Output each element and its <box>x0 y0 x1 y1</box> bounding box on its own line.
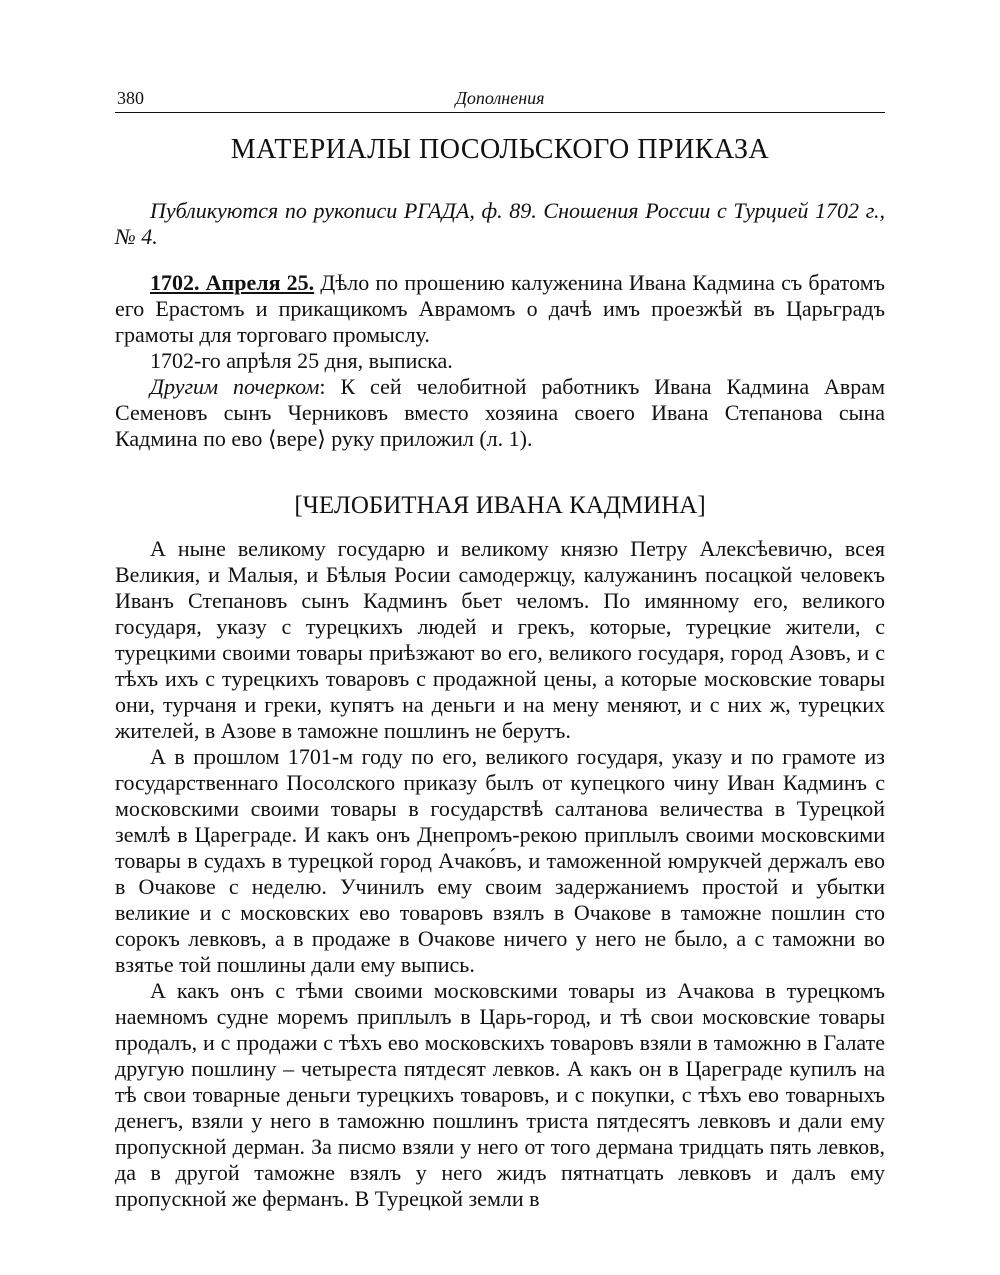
hand-label: Другим почерком <box>150 374 320 399</box>
petition-paragraph-1: А ныне великому государю и великому князю Петру Алексѣевичю, всея Великия, и Малыя, и Бѣлыя Росии самодержцу, калужанинъ посацкой человекъ Иванъ Степановъ сынъ Кадминъ бьет челомъ. По имянному его, великого государя, указу с турецкихъ людей и грекъ, которые, турецкие жители, с турецкими своими товары приѣзжают во его, великого государя, город Азовъ, и с тѣхъ ихъ с турецкихъ товаровъ с продажной цены, а которые московские товары они, турчаня и греки, купятъ на деньги и на мену меняют, и с них ж, турецких жителей, в Азове в таможне пошлинъ не берутъ. <box>115 536 885 743</box>
hand-text: : К сей челобитной работникъ Ивана Кадмина Аврам Семеновъ сынъ Черниковъ вместо хозяина своего Ивана Степанова сына Кадмина по ево ⟨вере⟩ руку приложил (л. 1). <box>115 374 885 451</box>
petition-paragraph-2: А в прошлом 1701-м году по его, великого государя, указу и по грамоте из государственнаго Посолского приказу былъ от купецкого чину Иван Кадминъ с московскими своими товары в государствѣ салтанова величества в Турецкой землѣ в Цареграде. И какъ онъ Днепромъ-рекою приплылъ своими московскими товары в судахъ в турецкой город Ачако́въ, и таможенной юмрукчей держалъ ево в Очакове с неделю. Учинилъ ему своим задержаниемъ простой и убытки великие и с московских ево товаровъ взялъ в Очакове в таможне пошлин сто сорокъ левковъ, а в продаже в Очакове ничего у него не было, а с таможни во взятье той пошлины дали ему выпись. <box>115 744 885 977</box>
hand-note-paragraph <box>115 374 885 452</box>
petition-paragraph-3: А какъ онъ с тѣми своими московскими товары из Ачакова в турецкомъ наемномъ судне моремъ приплылъ в Царь-город, и тѣ свои московские товары продалъ, и с продажи с тѣхъ ево московскихъ товаровъ взяли в таможню в Галате другую пошлину – четыреста пятдесят левков. А какъ он в Цареграде купилъ на тѣ свои товарные деньги турецкихъ товаровъ, и с покупки, с тѣхъ ево товарныхъ денегъ, взяли у него в таможню пошлинъ триста пятдесятъ левковъ и дали ему пропускной дерман. За писмо взяли у него от того дермана тридцать пять левков, да в другой таможне взялъ у него жидъ пятнатцать левковъ и далъ ему пропускной же ферманъ. В Турецкой земли в <box>115 978 885 1211</box>
extract-line: 1702-го апрѣля 25 дня, выписка. <box>150 348 453 373</box>
petition-title: [ЧЕЛОБИТНАЯ ИВАНА КАДМИНА] <box>294 492 706 519</box>
page-number: 380 <box>117 88 144 108</box>
section-title: Дополнения <box>455 88 545 108</box>
page-content <box>115 132 885 1212</box>
page-heading: МАТЕРИАЛЫ ПОСОЛЬСКОГО ПРИКАЗА <box>230 134 770 165</box>
entry-date: 1702. Апреля 25. <box>150 270 315 295</box>
entry-paragraph <box>115 270 885 348</box>
entry-text: Дѣло по прошению калуженина Ивана Кадмина съ братомъ его Ерастомъ и прикащикомъ Аврамомъ о дачѣ имъ проезжѣй въ Царьградъ грамоты для торговаго промыслу. <box>115 270 885 347</box>
source-note: Публикуются по рукописи РГАДА, ф. 89. Сношения России с Турцией 1702 г., № 4. <box>115 198 885 249</box>
running-head <box>115 86 885 113</box>
